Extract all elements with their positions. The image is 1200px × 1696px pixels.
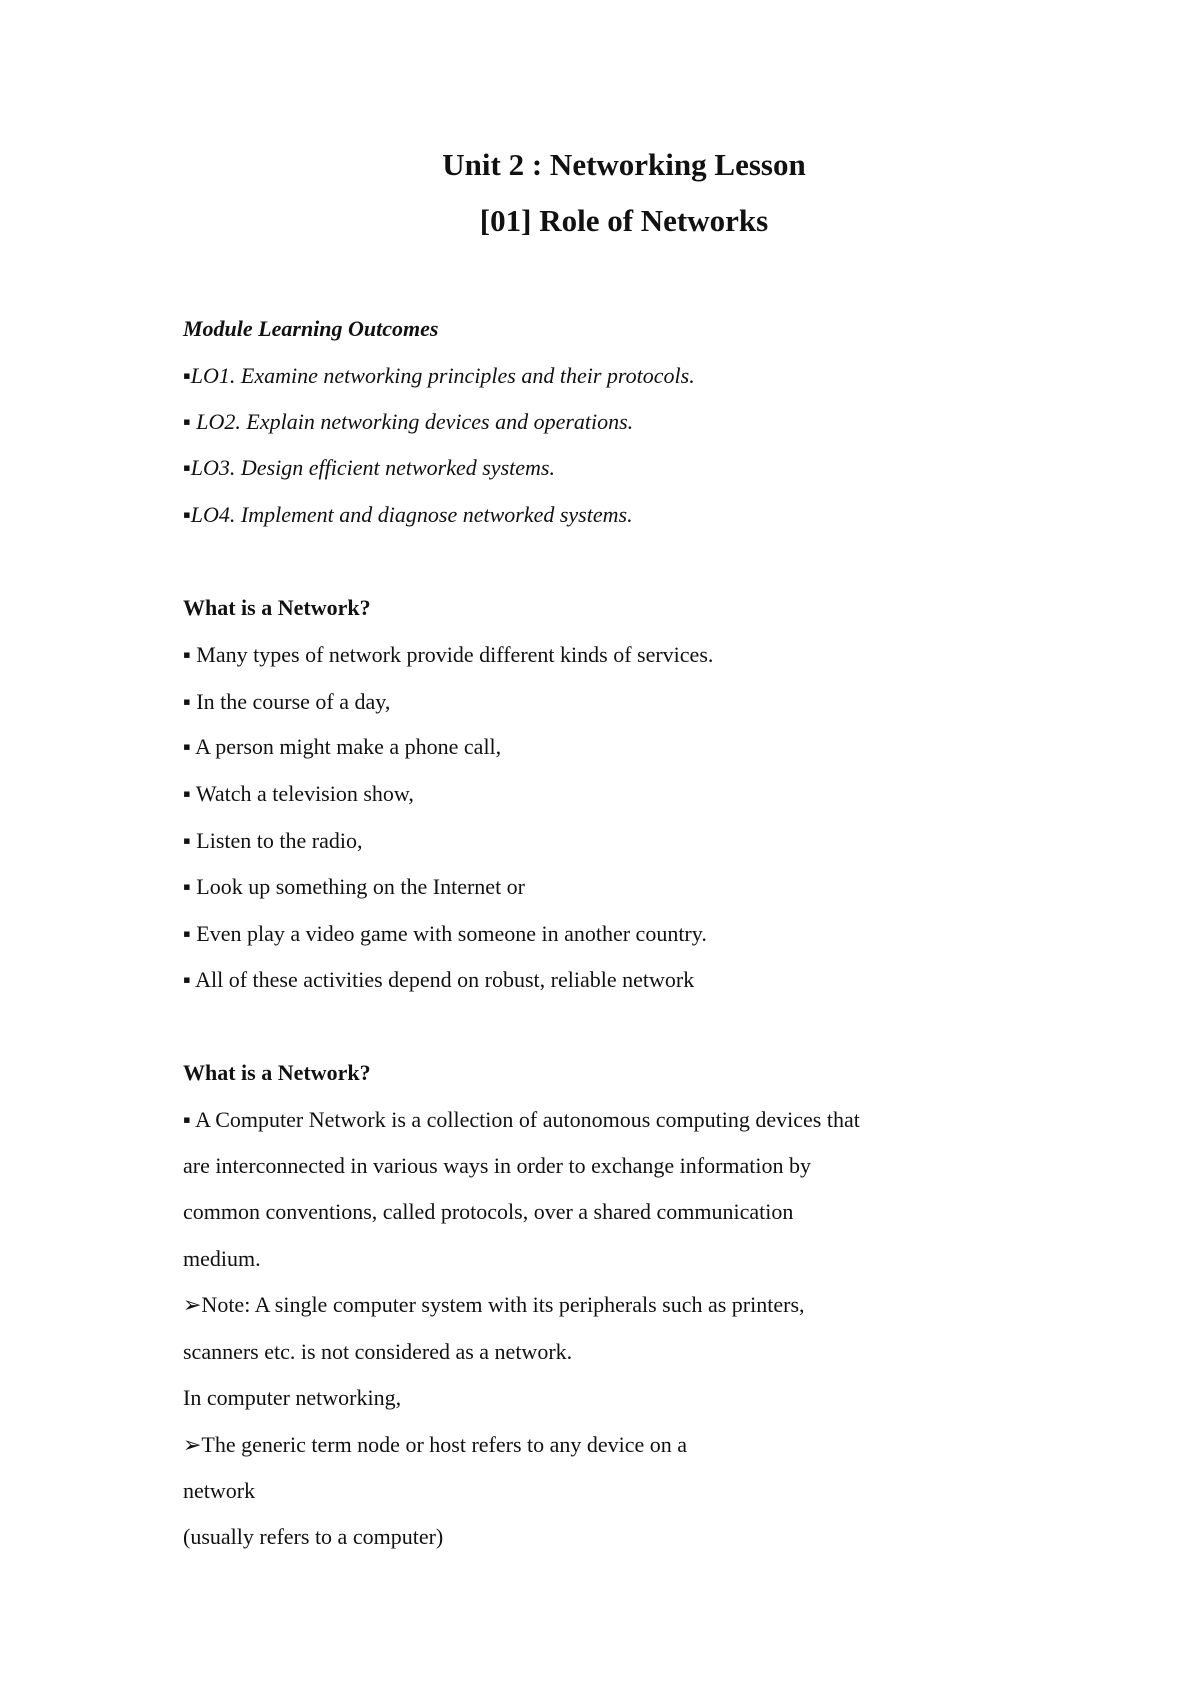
bullet-item: ▪ All of these activities depend on robust, reliable network (183, 967, 695, 992)
paragraph-line: In computer networking, (183, 1385, 402, 1410)
bullet-item: ▪ Listen to the radio, (183, 828, 363, 853)
bullet-item: ▪ Look up something on the Internet or (183, 874, 526, 899)
bullet-item: ▪ Watch a television show, (183, 781, 414, 806)
note-line: ➢Note: A single computer system with its peripherals such as printers, (183, 1292, 805, 1317)
outcome-item: ▪LO4. Implement and diagnose networked systems. (183, 502, 633, 527)
outcome-item: ▪LO1. Examine networking principles and their protocols. (183, 363, 695, 388)
document-subtitle: [01] Role of Networks (479, 203, 769, 238)
bullet-item: ▪ Many types of network provide different kinds of services. (183, 642, 714, 667)
paragraph-line: network (183, 1478, 256, 1503)
document-title: Unit 2 : Networking Lesson (442, 147, 806, 182)
outcomes-heading: Module Learning Outcomes (183, 316, 439, 341)
bullet-item: ▪ Even play a video game with someone in another country. (183, 921, 707, 946)
note-line: ➢The generic term node or host refers to any device on a (183, 1432, 688, 1457)
section-heading: What is a Network? (183, 595, 371, 620)
bullet-item: ▪ In the course of a day, (183, 689, 391, 714)
outcome-item: ▪LO3. Design efficient networked systems. (183, 455, 555, 480)
paragraph-line: (usually refers to a computer) (183, 1524, 444, 1549)
section-heading: What is a Network? (183, 1060, 371, 1085)
paragraph-line: medium. (183, 1246, 261, 1271)
paragraph-line: common conventions, called protocols, over a shared communication (183, 1199, 794, 1224)
paragraph-line: ▪ A Computer Network is a collection of autonomous computing devices that (183, 1107, 860, 1132)
outcome-item: ▪ LO2. Explain networking devices and operations. (183, 409, 634, 434)
paragraph-line: are interconnected in various ways in order to exchange information by (183, 1153, 811, 1178)
note-line: scanners etc. is not considered as a network. (183, 1339, 573, 1364)
bullet-item: ▪ A person might make a phone call, (183, 734, 502, 759)
